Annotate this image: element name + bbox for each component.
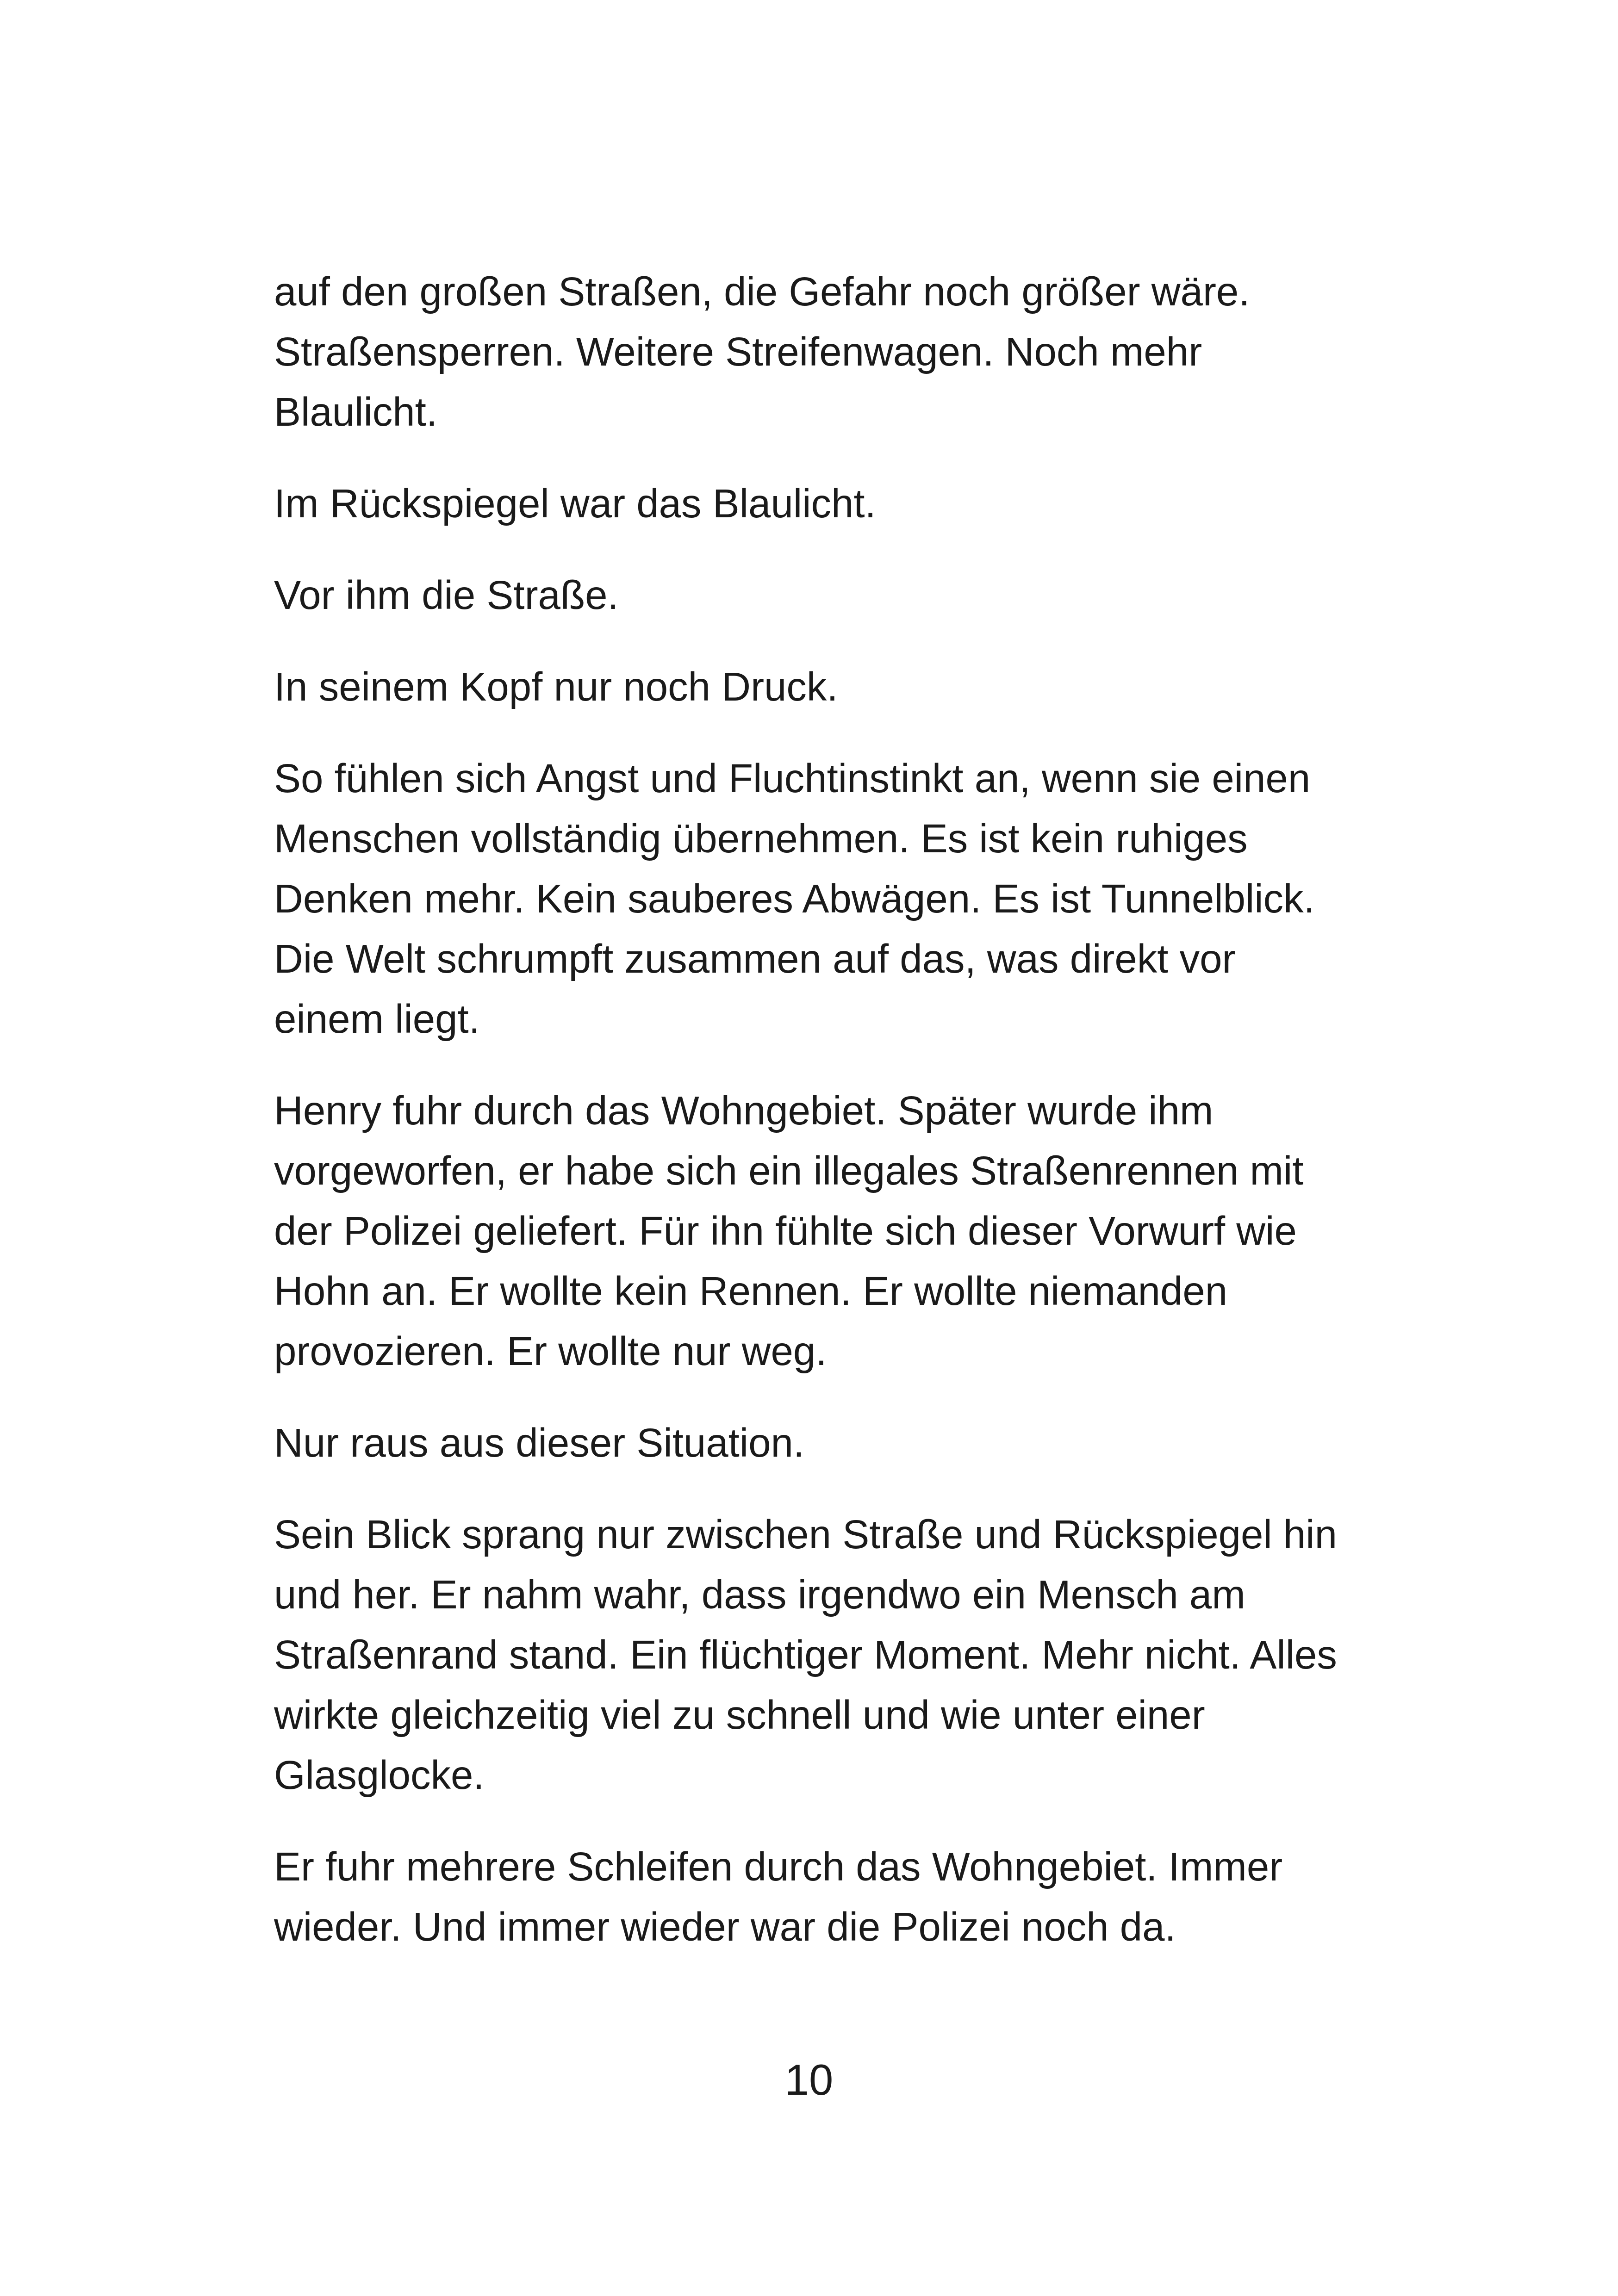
paragraph: Henry fuhr durch das Wohngebiet. Später wurde ihm vorgeworfen, er habe sich ein illegales Straßenrennen mit der Polizei geliefert. Für ihn fühlte sich dieser Vorwurf wie Hohn an. Er wollte kein Rennen. Er wollte niemanden provozieren. Er wollte nur weg.: [274, 1088, 1304, 1374]
paragraph: auf den großen Straßen, die Gefahr noch größer wäre. Straßensperren. Weitere Streifenwagen. Noch mehr Blaulicht.: [274, 269, 1250, 434]
paragraph: Er fuhr mehrere Schleifen durch das Wohngebiet. Immer wieder. Und immer wieder war die Polizei noch da.: [274, 1844, 1283, 1949]
page-number: 10: [784, 2055, 834, 2104]
paragraph: So fühlen sich Angst und Fluchtinstinkt an, wenn sie einen Menschen vollständig übernehmen. Es ist kein ruhiges Denken mehr. Kein sauberes Abwägen. Es ist Tunnelblick. Die Welt schrumpft zusammen auf das, was direkt vor einem liegt.: [274, 756, 1315, 1042]
paragraph: Sein Blick sprang nur zwischen Straße und Rückspiegel hin und her. Er nahm wahr, dass irgendwo ein Mensch am Straßenrand stand. Ein flüchtiger Moment. Mehr nicht. Alles wirkte gleichzeitig viel zu schnell und wie unter einer Glasglocke.: [274, 1512, 1338, 1798]
body-text: [274, 262, 1352, 1989]
paragraph: Nur raus aus dieser Situation.: [274, 1421, 805, 1465]
paragraph: Vor ihm die Straße.: [274, 573, 619, 618]
paragraph: Im Rückspiegel war das Blaulicht.: [274, 481, 876, 526]
paragraph: In seinem Kopf nur noch Druck.: [274, 664, 838, 709]
